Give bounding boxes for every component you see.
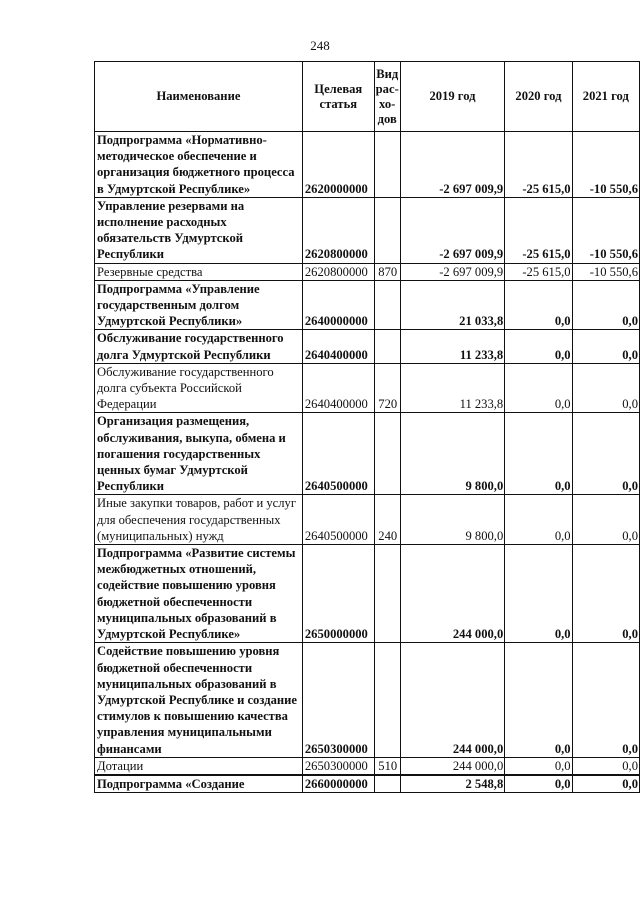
row-2021: 0,0 — [572, 775, 639, 793]
row-2021: 0,0 — [572, 757, 639, 775]
row-name: Содействие повышению уровня бюджетной обеспеченности муниципальных образований в Удмуртской Республике и создание стимулов к повышению качества управления муниципальными финансами — [95, 643, 303, 757]
row-2020: 0,0 — [505, 545, 572, 643]
budget-table — [94, 61, 640, 793]
table-row — [95, 757, 640, 775]
row-2020: -25 615,0 — [505, 197, 572, 263]
row-2021: -10 550,6 — [572, 197, 639, 263]
row-code: 2640000000 — [302, 280, 374, 330]
table-row — [95, 643, 640, 757]
row-2019: 244 000,0 — [400, 757, 504, 775]
row-2019: 21 033,8 — [400, 280, 504, 330]
row-2020: 0,0 — [505, 280, 572, 330]
row-2021: 0,0 — [572, 643, 639, 757]
row-2020: -25 615,0 — [505, 132, 572, 198]
row-2019: 9 800,0 — [400, 413, 504, 495]
row-2020: 0,0 — [505, 330, 572, 363]
row-type: 720 — [374, 363, 400, 413]
row-2019: 2 548,8 — [400, 775, 504, 793]
row-2021: -10 550,6 — [572, 132, 639, 198]
row-2019: 244 000,0 — [400, 643, 504, 757]
row-type — [374, 197, 400, 263]
row-2020: 0,0 — [505, 363, 572, 413]
row-2021: 0,0 — [572, 363, 639, 413]
row-code: 2660000000 — [302, 775, 374, 793]
row-name: Резервные средства — [95, 263, 303, 280]
row-code: 2620800000 — [302, 263, 374, 280]
row-2021: 0,0 — [572, 545, 639, 643]
row-2019: 244 000,0 — [400, 545, 504, 643]
table-row — [95, 280, 640, 330]
row-2019: 11 233,8 — [400, 363, 504, 413]
row-name: Обслуживание государственного долга субъекта Российской Федерации — [95, 363, 303, 413]
row-name: Организация размещения, обслуживания, выкупа, обмена и погашения государственных ценных бумаг Удмуртской Республики — [95, 413, 303, 495]
table-row — [95, 363, 640, 413]
row-2021: 0,0 — [572, 495, 639, 545]
row-2020: 0,0 — [505, 757, 572, 775]
row-type — [374, 775, 400, 793]
header-code: Целевая статья — [302, 62, 374, 132]
row-2020: 0,0 — [505, 643, 572, 757]
row-type — [374, 545, 400, 643]
table-row — [95, 197, 640, 263]
row-name: Подпрограмма «Управление государственным долгом Удмуртской Республики» — [95, 280, 303, 330]
table-row — [95, 132, 640, 198]
row-code: 2640500000 — [302, 413, 374, 495]
row-type — [374, 280, 400, 330]
header-type: Вид рас- хо- дов — [374, 62, 400, 132]
row-name: Подпрограмма «Развитие системы межбюджетных отношений, содействие повышению уровня бюджетной обеспеченности муниципальных образований в Удмуртской Республике» — [95, 545, 303, 643]
row-2021: 0,0 — [572, 330, 639, 363]
row-name: Обслуживание государственного долга Удмуртской Республики — [95, 330, 303, 363]
row-code: 2640400000 — [302, 330, 374, 363]
table-row — [95, 263, 640, 280]
row-2020: 0,0 — [505, 413, 572, 495]
row-type: 870 — [374, 263, 400, 280]
header-2020: 2020 год — [505, 62, 572, 132]
row-type: 510 — [374, 757, 400, 775]
row-type: 240 — [374, 495, 400, 545]
row-2020: -25 615,0 — [505, 263, 572, 280]
header-2021: 2021 год — [572, 62, 639, 132]
row-code: 2650300000 — [302, 757, 374, 775]
table-header-row — [95, 62, 640, 132]
row-2019: 11 233,8 — [400, 330, 504, 363]
row-name: Дотации — [95, 757, 303, 775]
table-row — [95, 413, 640, 495]
row-2021: 0,0 — [572, 413, 639, 495]
row-code: 2640500000 — [302, 495, 374, 545]
row-2021: -10 550,6 — [572, 263, 639, 280]
row-name: Управление резервами на исполнение расходных обязательств Удмуртской Республики — [95, 197, 303, 263]
row-2019: -2 697 009,9 — [400, 197, 504, 263]
table-row — [95, 495, 640, 545]
row-code: 2620800000 — [302, 197, 374, 263]
row-type — [374, 413, 400, 495]
row-2021: 0,0 — [572, 280, 639, 330]
row-type — [374, 330, 400, 363]
row-2020: 0,0 — [505, 495, 572, 545]
table-row — [95, 545, 640, 643]
row-code: 2650300000 — [302, 643, 374, 757]
table-row — [95, 330, 640, 363]
row-name: Подпрограмма «Нормативно-методическое обеспечение и организация бюджетного процесса в Удмуртской Республике» — [95, 132, 303, 198]
header-2019: 2019 год — [400, 62, 504, 132]
row-type — [374, 643, 400, 757]
row-2020: 0,0 — [505, 775, 572, 793]
header-name: Наименование — [95, 62, 303, 132]
row-code: 2650000000 — [302, 545, 374, 643]
row-2019: -2 697 009,9 — [400, 263, 504, 280]
row-2019: 9 800,0 — [400, 495, 504, 545]
row-2019: -2 697 009,9 — [400, 132, 504, 198]
row-name: Подпрограмма «Создание — [95, 775, 303, 793]
row-code: 2640400000 — [302, 363, 374, 413]
row-code: 2620000000 — [302, 132, 374, 198]
table-row — [95, 775, 640, 793]
row-type — [374, 132, 400, 198]
page-number: 248 — [310, 38, 330, 53]
row-name: Иные закупки товаров, работ и услуг для обеспечения государственных (муниципальных) нужд — [95, 495, 303, 545]
